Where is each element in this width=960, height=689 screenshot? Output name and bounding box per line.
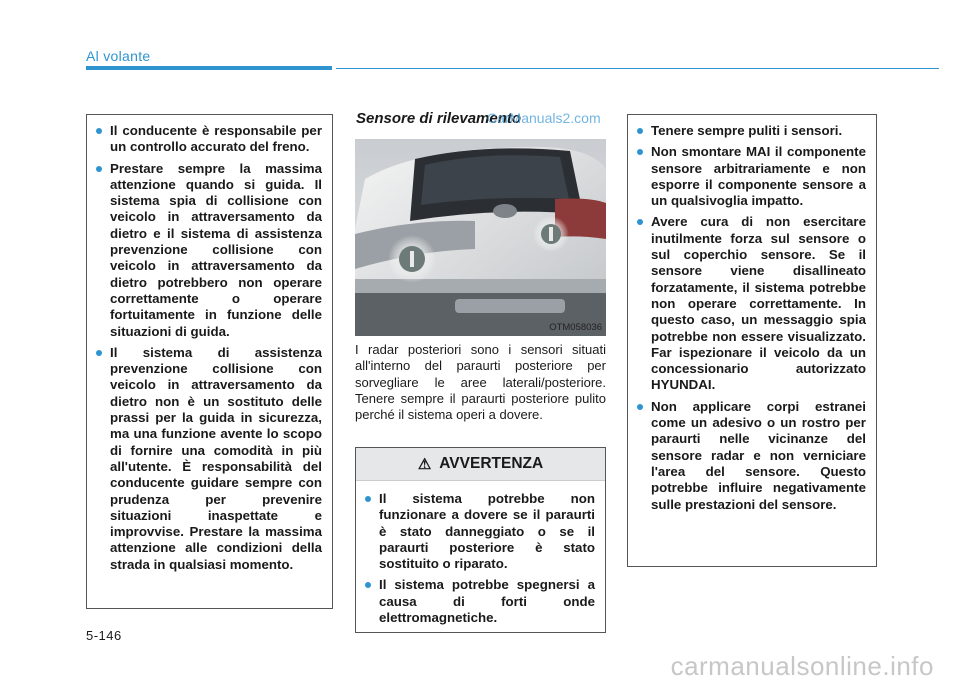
header-rule-thick xyxy=(86,66,332,70)
right-bullet-1: Tenere sempre puliti i sensori. xyxy=(632,123,866,139)
left-bullet-2: Prestare sempre la massima attenzione quando si guida. Il sistema spia di collisione con veicolo in attraversamento da dietro e il sistema di assistenza prevenzione collisione con veicolo in attraversamento da dietro potrebbero non operare correttamente o operare fortuitamente in funzione delle situazioni di guida. xyxy=(91,161,322,340)
section-title: Al volante xyxy=(86,48,151,64)
warning-header xyxy=(356,448,605,481)
rear-bumper-photo xyxy=(355,139,606,336)
warning-box xyxy=(355,447,606,633)
footer-watermark: carmanualsonline.info xyxy=(670,651,934,681)
sensor-description: I radar posteriori sono i sensori situati all'interno del paraurti posteriore per sorvegliare le aree laterali/posteriore. Tenere sempre il paraurti posteriore pulito perché il sistema operi a dovere. xyxy=(355,342,606,423)
left-bullet-3: Il sistema di assistenza prevenzione collisione con veicolo in attraversamento da dietro non è un sostituto delle prassi per la guida in sicurezza, ma una funzione avente lo scopo di fornire una comodità in più all'utente. È responsabilità del conducente guidare sempre con prudenza per prevenire situazioni inaspettate e improvvise. Prestare la massima attenzione alle condizioni della strada in qualsiasi momento. xyxy=(91,345,322,573)
right-bullet-2: Non smontare MAI il componente sensore arbitrariamente e non esporre il componente sensore a un qualsivoglia impatto. xyxy=(632,144,866,209)
image-code: OTM058036 xyxy=(549,322,602,333)
left-bullet-1: Il conducente è responsabile per un controllo accurato del freno. xyxy=(91,123,322,156)
sensor-heading: Sensore di rilevamento xyxy=(356,110,522,127)
left-bullet-list xyxy=(91,123,322,573)
left-caution-box xyxy=(86,114,333,609)
warning-bullet-list xyxy=(360,491,595,626)
warning-bullet-2: Il sistema potrebbe spegnersi a causa di forti onde elettromagnetiche. xyxy=(360,577,595,626)
right-bullet-3: Avere cura di non esercitare inutilmente forza sul sensore o sul coperchio sensore. Se il sensore viene disallineato forzatamente, il sistema potrebbe non operare correttamente. In questo caso, un messaggio spia potrebbe non essere visualizzato. Far ispezionare il veicolo da un concessionario autorizzato HYUNDAI. xyxy=(632,214,866,393)
watermark-carmanuals: CarManuals2.com xyxy=(487,110,601,126)
warning-title: AVVERTENZA xyxy=(439,455,544,472)
page-number: 5-146 xyxy=(86,628,122,643)
right-bullet-4: Non applicare corpi estranei come un adesivo o un rostro per paraurti nelle vicinanze del sensore radar e non verniciare l'area del sensore. Questo potrebbe influire negativamente sulle prestazioni del sensore. xyxy=(632,399,866,513)
right-bullet-list xyxy=(632,123,866,513)
warning-triangle-icon: ⚠ xyxy=(417,456,432,473)
right-caution-box xyxy=(627,114,877,567)
suv-rear-illustration xyxy=(355,139,606,336)
warning-bullet-1: Il sistema potrebbe non funzionare a dovere se il paraurti è stato danneggiato o se il paraurti posteriore è stato sostituito o riparato. xyxy=(360,491,595,572)
header-rule-thin xyxy=(336,68,939,69)
